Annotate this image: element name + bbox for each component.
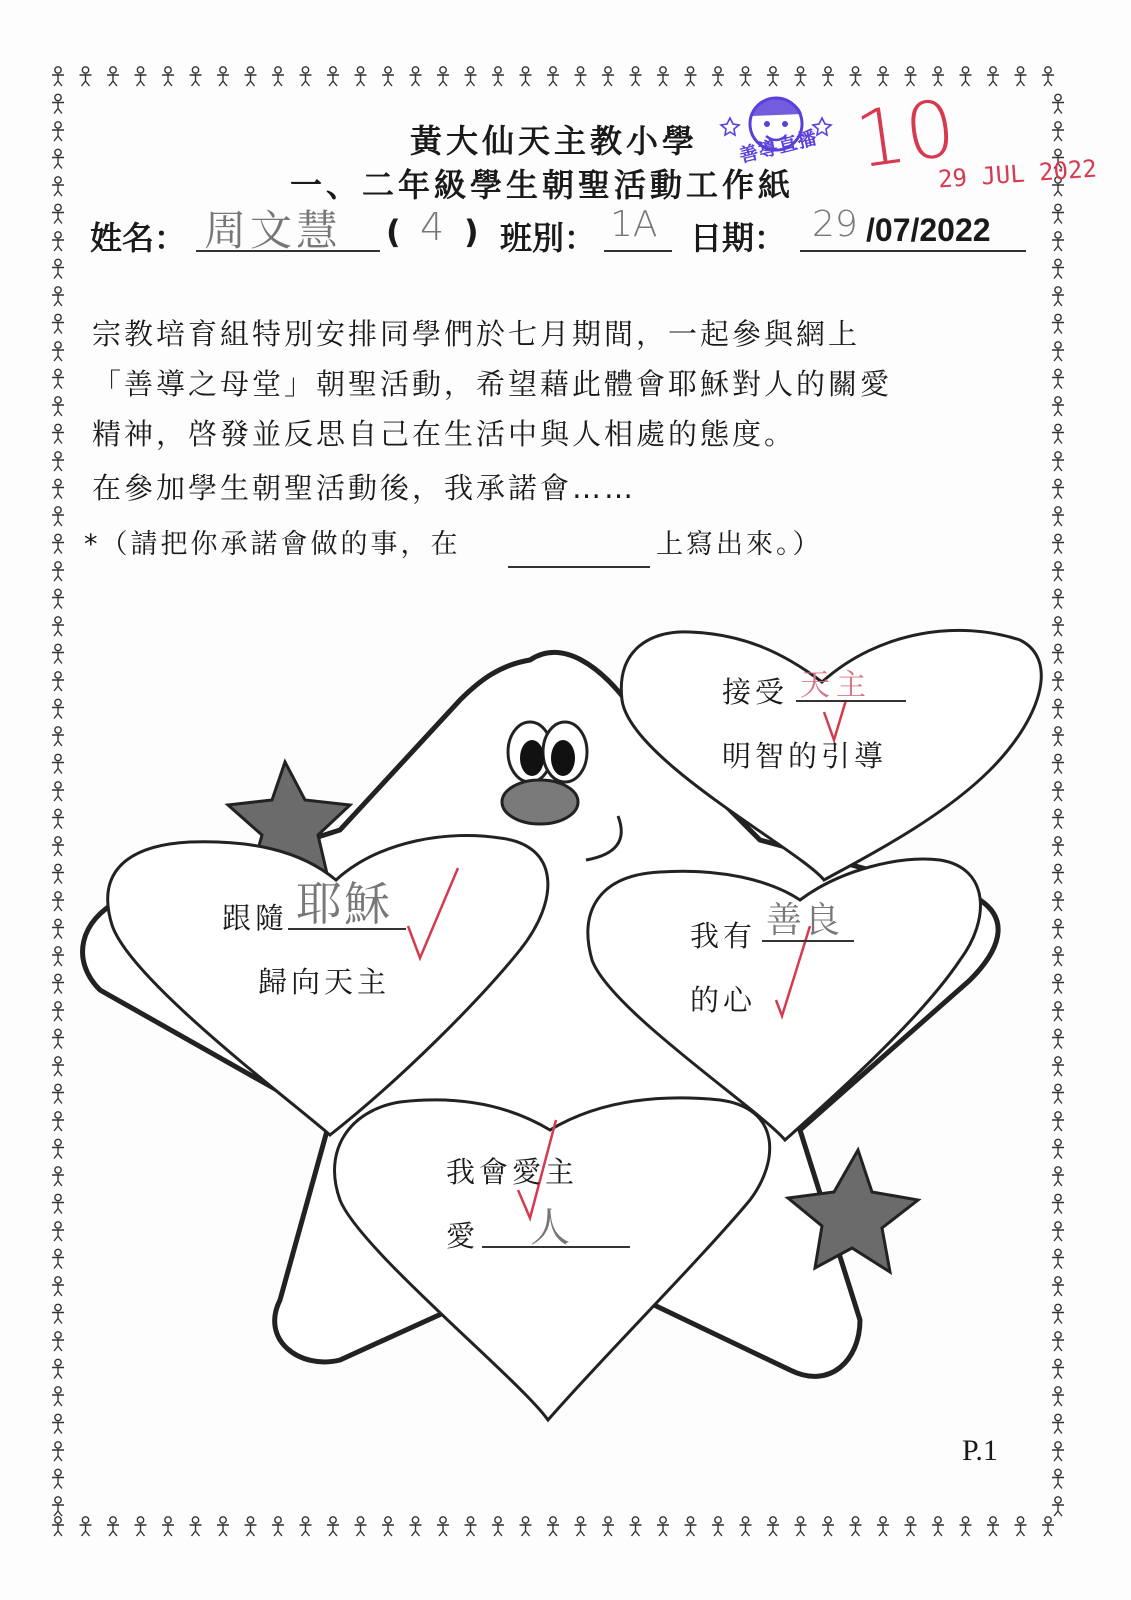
number-open: ( (386, 213, 401, 251)
class-value: 1A (610, 204, 658, 245)
heart-bottom-answer: 人 (530, 1205, 570, 1251)
heart-top-right-prefix: 接受 (722, 675, 789, 709)
date-label: 日期： (690, 219, 787, 257)
instruction-prefix: *（請把你承諾會做的事，在 (84, 529, 461, 560)
heart-top-right-answer: 天主 (800, 668, 872, 703)
promise-line: 在參加學生朝聖活動後，我承諾會…… (92, 471, 637, 505)
intro-line-2: 「善導之母堂」朝聖活動，希望藉此體會耶穌對人的關愛 (92, 367, 893, 401)
name-label: 姓名： (90, 219, 187, 257)
heart-left-answer: 耶穌 (296, 877, 392, 931)
date-day: 29 (812, 204, 858, 245)
class-label: 班別： (500, 219, 597, 257)
heart-right-answer: 善良 (766, 900, 843, 941)
heart-right-prefix: 我有 (690, 919, 757, 953)
heart-left-line2: 歸向天主 (258, 965, 391, 999)
heart-right-line2: 的心 (690, 983, 757, 1017)
school-title: 黃大仙天主教小學 (410, 122, 699, 160)
instruction-suffix: 上寫出來。） (656, 529, 823, 560)
heart-left-prefix: 跟隨 (222, 901, 289, 935)
number-close: ) (464, 213, 479, 251)
heart-bottom-line1: 我會愛主 (446, 1155, 579, 1189)
mascot-stamp-text: 善導直播 (736, 126, 820, 168)
date-stamp: 29 JUL 2022 (937, 154, 1098, 194)
heart-bottom-prefix: 愛 (446, 1219, 480, 1253)
heart-top-right-line2: 明智的引導 (722, 739, 888, 773)
date-month-year: /07/2022 (866, 212, 991, 248)
intro-line-1: 宗教培育組特別安排同學們於七月期間，一起參與網上 (92, 317, 861, 351)
worksheet-subtitle: 一、二年級學生朝聖活動工作紙 (290, 166, 795, 204)
page-number: P.1 (962, 1434, 998, 1467)
name-value: 周文慧 (204, 206, 343, 255)
intro-line-3: 精神，啓發並反思自己在生活中與人相處的態度。 (92, 417, 797, 451)
class-number: 4 (420, 205, 445, 249)
teacher-score: 10 (850, 83, 962, 187)
